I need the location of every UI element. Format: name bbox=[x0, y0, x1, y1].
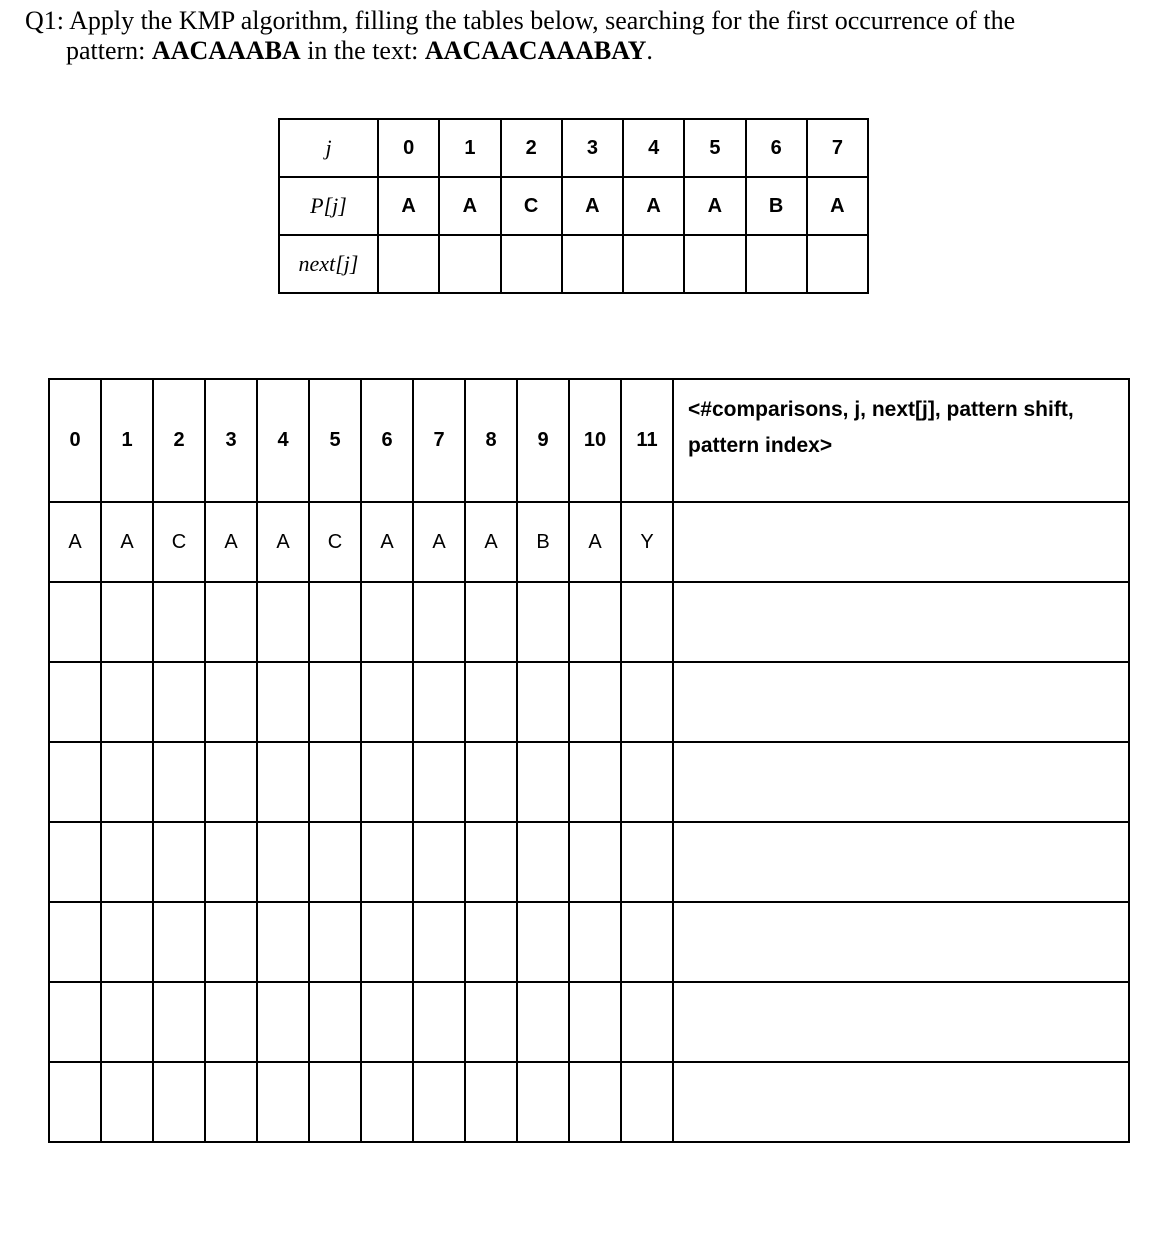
info-cell[interactable] bbox=[673, 982, 1129, 1062]
text-char-cell: A bbox=[49, 502, 101, 582]
question-line-2 bbox=[25, 36, 1145, 66]
index-cell: 9 bbox=[517, 379, 569, 502]
text-char-cell: A bbox=[205, 502, 257, 582]
answer-row bbox=[49, 742, 1129, 822]
answer-cell[interactable] bbox=[153, 902, 205, 982]
answer-cell[interactable] bbox=[413, 582, 465, 662]
info-cell[interactable] bbox=[673, 822, 1129, 902]
answer-cell[interactable] bbox=[153, 1062, 205, 1142]
answer-cell[interactable] bbox=[49, 1062, 101, 1142]
question-prefix: Q1: Apply the KMP algorithm, filling the tables below, searching for the first occurrence of the bbox=[25, 6, 1016, 35]
answer-cell[interactable] bbox=[621, 662, 673, 742]
answer-cell[interactable] bbox=[205, 582, 257, 662]
info-cell[interactable] bbox=[673, 1062, 1129, 1142]
next-cell[interactable] bbox=[562, 235, 623, 293]
answer-cell[interactable] bbox=[309, 742, 361, 822]
answer-cell[interactable] bbox=[517, 902, 569, 982]
answer-cell[interactable] bbox=[153, 742, 205, 822]
pattern-table bbox=[278, 118, 869, 294]
question-mid: in the text: bbox=[300, 36, 425, 65]
answer-cell[interactable] bbox=[205, 1062, 257, 1142]
text-char-cell: A bbox=[257, 502, 309, 582]
answer-cell[interactable] bbox=[309, 1062, 361, 1142]
text-char-cell: A bbox=[569, 502, 621, 582]
j-cell: 4 bbox=[623, 119, 684, 177]
answer-cell[interactable] bbox=[101, 822, 153, 902]
text-char-cell: A bbox=[361, 502, 413, 582]
answer-cell[interactable] bbox=[465, 742, 517, 822]
p-cell: C bbox=[501, 177, 562, 235]
p-cell: B bbox=[746, 177, 807, 235]
pattern-row-j bbox=[279, 119, 868, 177]
answer-cell[interactable] bbox=[257, 982, 309, 1062]
answer-cell[interactable] bbox=[413, 742, 465, 822]
answer-cell[interactable] bbox=[413, 822, 465, 902]
question-line-1 bbox=[25, 6, 1145, 36]
answer-cell[interactable] bbox=[569, 1062, 621, 1142]
pattern-row-p bbox=[279, 177, 868, 235]
answer-cell[interactable] bbox=[49, 982, 101, 1062]
answer-cell[interactable] bbox=[465, 982, 517, 1062]
answer-cell[interactable] bbox=[153, 822, 205, 902]
answer-cell[interactable] bbox=[361, 982, 413, 1062]
info-cell[interactable] bbox=[673, 902, 1129, 982]
answer-cell[interactable] bbox=[361, 662, 413, 742]
j-cell: 5 bbox=[684, 119, 745, 177]
answer-cell[interactable] bbox=[205, 822, 257, 902]
index-cell: 6 bbox=[361, 379, 413, 502]
answer-cell[interactable] bbox=[621, 1062, 673, 1142]
index-cell: 0 bbox=[49, 379, 101, 502]
answer-row bbox=[49, 902, 1129, 982]
text-char-cell: A bbox=[413, 502, 465, 582]
p-cell: A bbox=[623, 177, 684, 235]
p-cell: A bbox=[378, 177, 439, 235]
answer-cell[interactable] bbox=[49, 662, 101, 742]
answer-cell[interactable] bbox=[361, 582, 413, 662]
next-cell[interactable] bbox=[807, 235, 868, 293]
index-cell: 7 bbox=[413, 379, 465, 502]
answer-cell[interactable] bbox=[413, 902, 465, 982]
j-cell: 0 bbox=[378, 119, 439, 177]
answer-cell[interactable] bbox=[361, 822, 413, 902]
row-header-next: next[j] bbox=[279, 235, 378, 293]
pattern-string: AACAAABA bbox=[151, 36, 301, 65]
answer-cell[interactable] bbox=[101, 982, 153, 1062]
answer-cell[interactable] bbox=[205, 902, 257, 982]
next-cell[interactable] bbox=[623, 235, 684, 293]
answer-cell[interactable] bbox=[517, 822, 569, 902]
question-end: . bbox=[646, 36, 653, 65]
answer-cell[interactable] bbox=[621, 742, 673, 822]
text-char-cell: B bbox=[517, 502, 569, 582]
answer-cell[interactable] bbox=[413, 662, 465, 742]
answer-cell[interactable] bbox=[569, 662, 621, 742]
pattern-row-next bbox=[279, 235, 868, 293]
next-cell[interactable] bbox=[439, 235, 500, 293]
answer-cell[interactable] bbox=[465, 822, 517, 902]
p-cell: A bbox=[439, 177, 500, 235]
answer-cell[interactable] bbox=[621, 582, 673, 662]
text-char-cell: C bbox=[153, 502, 205, 582]
next-cell[interactable] bbox=[684, 235, 745, 293]
answer-cell[interactable] bbox=[101, 902, 153, 982]
next-cell[interactable] bbox=[501, 235, 562, 293]
answer-cell[interactable] bbox=[517, 742, 569, 822]
answer-cell[interactable] bbox=[257, 742, 309, 822]
answer-cell[interactable] bbox=[309, 662, 361, 742]
index-cell: 1 bbox=[101, 379, 153, 502]
text-char-cell: A bbox=[101, 502, 153, 582]
answer-cell[interactable] bbox=[257, 1062, 309, 1142]
trace-table bbox=[48, 378, 1130, 1143]
answer-cell[interactable] bbox=[569, 582, 621, 662]
index-cell: 8 bbox=[465, 379, 517, 502]
answer-row bbox=[49, 822, 1129, 902]
answer-cell[interactable] bbox=[465, 662, 517, 742]
answer-row bbox=[49, 662, 1129, 742]
j-cell: 6 bbox=[746, 119, 807, 177]
answer-cell[interactable] bbox=[309, 902, 361, 982]
answer-cell[interactable] bbox=[361, 742, 413, 822]
answer-cell[interactable] bbox=[101, 662, 153, 742]
text-row bbox=[49, 502, 1129, 582]
answer-cell[interactable] bbox=[465, 582, 517, 662]
answer-cell[interactable] bbox=[361, 902, 413, 982]
text-char-cell: A bbox=[465, 502, 517, 582]
answer-cell[interactable] bbox=[621, 982, 673, 1062]
p-cell: A bbox=[807, 177, 868, 235]
text-char-cell: Y bbox=[621, 502, 673, 582]
answer-cell[interactable] bbox=[205, 662, 257, 742]
answer-row bbox=[49, 982, 1129, 1062]
answer-cell[interactable] bbox=[517, 662, 569, 742]
index-cell: 11 bbox=[621, 379, 673, 502]
answer-cell[interactable] bbox=[49, 742, 101, 822]
p-cell: A bbox=[562, 177, 623, 235]
answer-cell[interactable] bbox=[101, 1062, 153, 1142]
answer-cell[interactable] bbox=[569, 982, 621, 1062]
pattern-label: pattern: bbox=[66, 36, 152, 65]
question-text bbox=[25, 6, 1145, 66]
answer-cell[interactable] bbox=[153, 662, 205, 742]
row-header-j: j bbox=[279, 119, 378, 177]
answer-cell[interactable] bbox=[101, 582, 153, 662]
p-cell: A bbox=[684, 177, 745, 235]
index-cell: 3 bbox=[205, 379, 257, 502]
answer-cell[interactable] bbox=[465, 902, 517, 982]
info-cell[interactable] bbox=[673, 742, 1129, 822]
j-cell: 1 bbox=[439, 119, 500, 177]
answer-cell[interactable] bbox=[257, 822, 309, 902]
answer-cell[interactable] bbox=[205, 982, 257, 1062]
answer-cell[interactable] bbox=[621, 902, 673, 982]
answer-cell[interactable] bbox=[413, 982, 465, 1062]
row-header-p: P[j] bbox=[279, 177, 378, 235]
info-cell[interactable] bbox=[673, 662, 1129, 742]
answer-row bbox=[49, 1062, 1129, 1142]
answer-cell[interactable] bbox=[517, 982, 569, 1062]
answer-cell[interactable] bbox=[569, 822, 621, 902]
info-cell[interactable] bbox=[673, 582, 1129, 662]
answer-cell[interactable] bbox=[413, 1062, 465, 1142]
text-char-cell: C bbox=[309, 502, 361, 582]
answer-cell[interactable] bbox=[49, 582, 101, 662]
answer-cell[interactable] bbox=[361, 1062, 413, 1142]
answer-cell[interactable] bbox=[49, 902, 101, 982]
answer-cell[interactable] bbox=[257, 662, 309, 742]
answer-cell[interactable] bbox=[153, 982, 205, 1062]
info-cell[interactable] bbox=[673, 502, 1129, 582]
j-cell: 2 bbox=[501, 119, 562, 177]
answer-cell[interactable] bbox=[517, 582, 569, 662]
next-cell[interactable] bbox=[746, 235, 807, 293]
j-cell: 7 bbox=[807, 119, 868, 177]
answer-row bbox=[49, 582, 1129, 662]
index-cell: 2 bbox=[153, 379, 205, 502]
answer-cell[interactable] bbox=[205, 742, 257, 822]
j-cell: 3 bbox=[562, 119, 623, 177]
index-cell: 10 bbox=[569, 379, 621, 502]
answer-cell[interactable] bbox=[309, 982, 361, 1062]
answer-cell[interactable] bbox=[309, 822, 361, 902]
index-row bbox=[49, 379, 1129, 502]
index-cell: 4 bbox=[257, 379, 309, 502]
answer-cell[interactable] bbox=[621, 822, 673, 902]
answer-cell[interactable] bbox=[101, 742, 153, 822]
index-cell: 5 bbox=[309, 379, 361, 502]
info-header: <#comparisons, j, next[j], pattern shift, pattern index> bbox=[673, 379, 1129, 502]
answer-cell[interactable] bbox=[49, 822, 101, 902]
answer-cell[interactable] bbox=[569, 742, 621, 822]
answer-cell[interactable] bbox=[153, 582, 205, 662]
answer-cell[interactable] bbox=[309, 582, 361, 662]
text-string: AACAACAAABAY bbox=[424, 36, 647, 65]
answer-cell[interactable] bbox=[569, 902, 621, 982]
answer-cell[interactable] bbox=[517, 1062, 569, 1142]
answer-cell[interactable] bbox=[257, 902, 309, 982]
answer-cell[interactable] bbox=[465, 1062, 517, 1142]
next-cell[interactable] bbox=[378, 235, 439, 293]
answer-cell[interactable] bbox=[257, 582, 309, 662]
